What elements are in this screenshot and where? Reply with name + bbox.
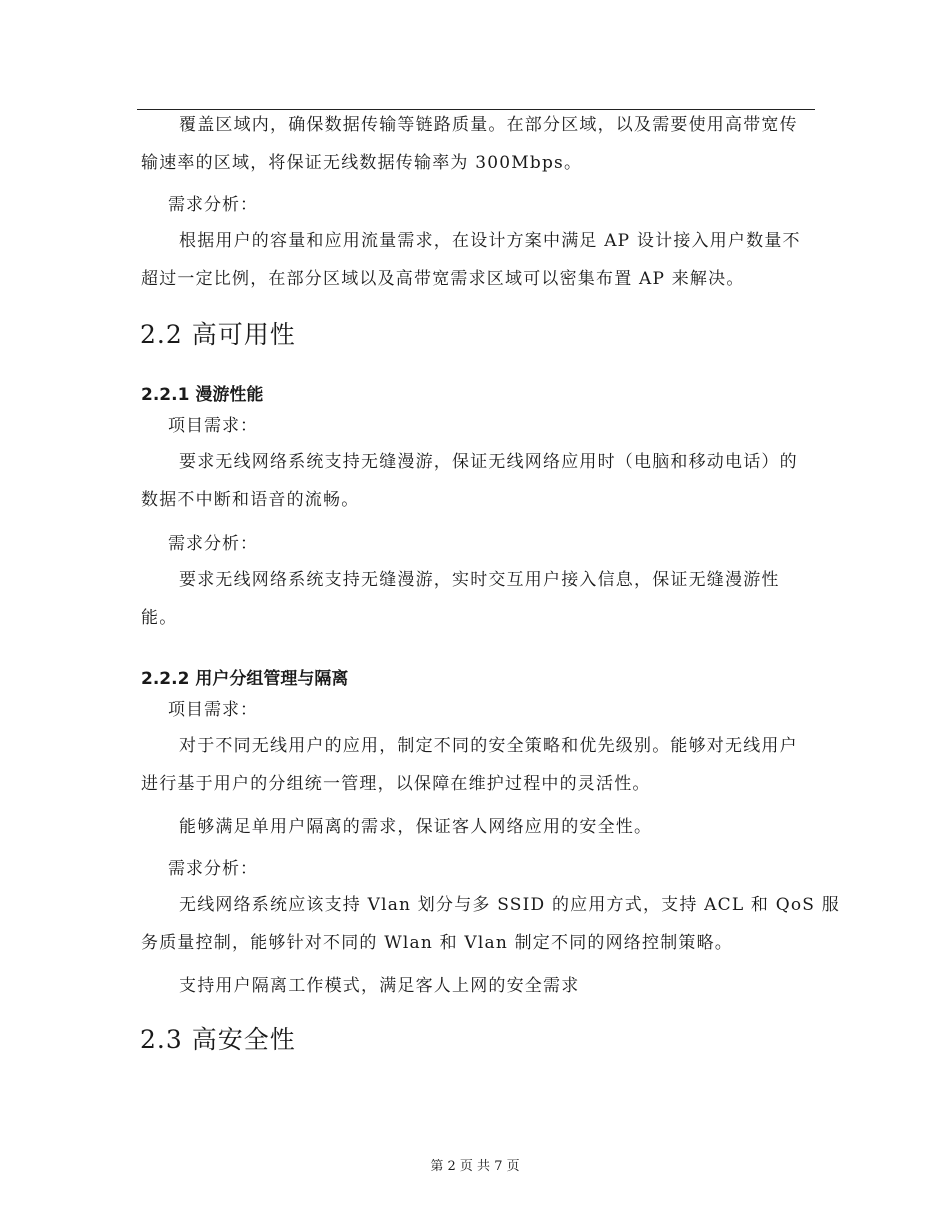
section-heading: 2.2 高可用性 bbox=[140, 320, 296, 349]
requirement-label: 项目需求： bbox=[168, 700, 258, 720]
paragraph-line: 要求无线网络系统支持无缝漫游，保证无线网络应用时（电脑和移动电话）的 bbox=[179, 452, 798, 472]
page-footer: 第 2 页 共 7 页 bbox=[430, 1159, 520, 1174]
paragraph-line: 能够满足单用户隔离的需求，保证客人网络应用的安全性。 bbox=[179, 817, 653, 837]
paragraph-line: 根据用户的容量和应用流量需求，在设计方案中满足 AP 设计接入用户数量不 bbox=[179, 231, 801, 251]
paragraph-line: 覆盖区域内，确保数据传输等链路质量。在部分区域，以及需要使用高带宽传 bbox=[179, 115, 798, 135]
paragraph-line: 务质量控制，能够针对不同的 Wlan 和 Vlan 制定不同的网络控制策略。 bbox=[141, 933, 734, 953]
paragraph-line: 输速率的区域，将保证无线数据传输率为 300Mbps。 bbox=[141, 153, 583, 173]
paragraph-line: 数据不中断和语音的流畅。 bbox=[141, 490, 360, 510]
paragraph-line: 超过一定比例，在部分区域以及高带宽需求区域可以密集布置 AP 来解决。 bbox=[141, 269, 745, 289]
subsection-heading: 2.2.1 漫游性能 bbox=[141, 385, 264, 405]
requirement-label: 项目需求： bbox=[168, 416, 258, 436]
paragraph-line: 要求无线网络系统支持无缝漫游，实时交互用户接入信息，保证无缝漫游性 bbox=[179, 570, 780, 590]
section-heading: 2.3 高安全性 bbox=[140, 1025, 296, 1054]
paragraph-line: 支持用户隔离工作模式，满足客人上网的安全需求 bbox=[179, 976, 580, 996]
paragraph-line: 对于不同无线用户的应用，制定不同的安全策略和优先级别。能够对无线用户 bbox=[179, 736, 798, 756]
paragraph-line: 无线网络系统应该支持 Vlan 划分与多 SSID 的应用方式，支持 ACL 和 QoS 服 bbox=[179, 895, 840, 915]
paragraph-line: 能。 bbox=[141, 608, 178, 628]
paragraph-line: 进行基于用户的分组统一管理，以保障在维护过程中的灵活性。 bbox=[141, 774, 651, 794]
analysis-label: 需求分析： bbox=[168, 859, 258, 879]
subsection-heading: 2.2.2 用户分组管理与隔离 bbox=[141, 669, 349, 689]
analysis-label: 需求分析： bbox=[168, 534, 258, 554]
analysis-label: 需求分析： bbox=[168, 195, 258, 215]
